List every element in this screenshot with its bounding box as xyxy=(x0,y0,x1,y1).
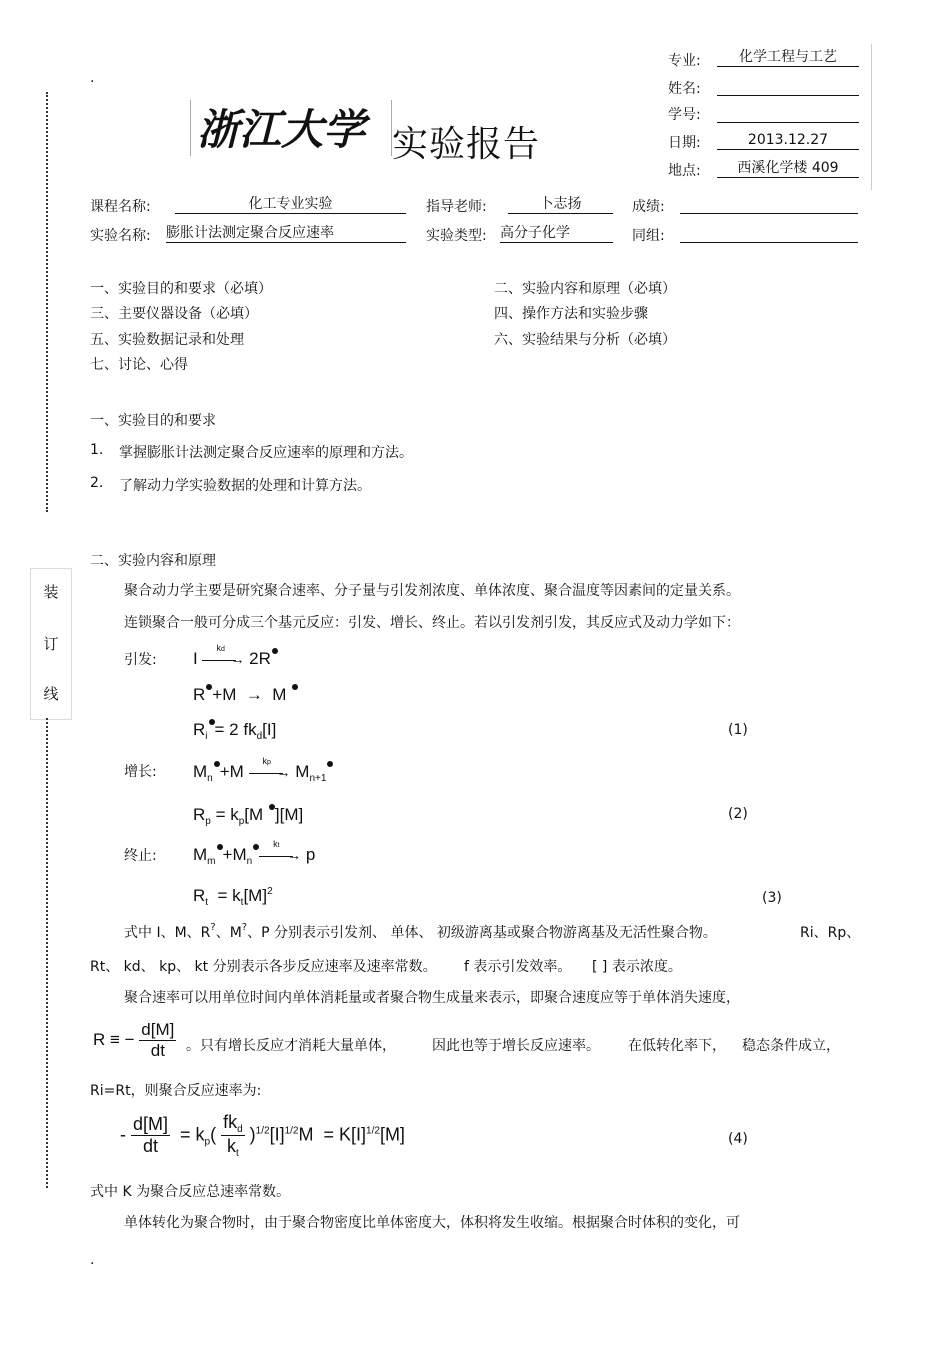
list-item: 掌握膨胀计法测定聚合反应速率的原理和方法。 xyxy=(119,445,413,461)
label-propagation: 增长: xyxy=(124,764,157,780)
equation-rate-definition: R ≡ − $\frac{d[M]}{dt}$ xyxy=(93,1020,175,1060)
toc-item: 四、操作方法和实验步骤 xyxy=(494,306,648,322)
toc-item: 六、实验结果与分析（必填） xyxy=(494,332,676,348)
paragraph: 聚合速率可以用单位时间内单体消耗量或者聚合物生成量来表示，即聚合速度应等于单体消失速度， xyxy=(124,990,740,1006)
list-number: 2. xyxy=(90,475,104,491)
toc-item: 五、实验数据记录和处理 xyxy=(90,332,244,348)
type-label: 实验类型: xyxy=(426,228,487,244)
equation-propagation-rate: $R_p = k_p[M$ ][M] xyxy=(193,805,304,827)
page-mark: . xyxy=(90,1252,95,1268)
reaction-arrow-icon: → kt xyxy=(259,849,301,863)
name-label: 姓名: xyxy=(668,81,701,97)
experiment-label: 实验名称: xyxy=(90,228,151,244)
location-label: 地点: xyxy=(668,163,701,179)
paragraph: 因此也等于增长反应速率。 xyxy=(432,1038,600,1054)
binding-char-3: 线 xyxy=(43,685,59,703)
date-value[interactable]: 2013.12.27 xyxy=(717,131,859,150)
toc-item: 七、讨论、心得 xyxy=(90,357,188,373)
paragraph: 。只有增长反应才消耗大量单体， xyxy=(186,1038,396,1054)
equation-propagation: $M_n +M$ → kp $M_{n+1}$ xyxy=(193,761,333,784)
reaction-arrow-icon: → kd xyxy=(202,653,244,667)
equation-overall-rate: - $\frac{d[M]}{dt}$ = $k_p$( $\frac{fk_d}{k_t}$ )$^{1/2}[I]^{1/2}M = K[I]^{1/2}[M]$ xyxy=(120,1112,405,1159)
teacher-value[interactable]: 卜志扬 xyxy=(508,195,613,214)
equation-number: (1) xyxy=(728,722,748,738)
course-value[interactable]: 化工专业实验 xyxy=(175,195,406,214)
paragraph: 连锁聚合一般可分成三个基元反应：引发、增长、终止。若以引发剂引发，其反应式及动力学如下： xyxy=(124,615,740,631)
header-right-rule xyxy=(871,44,872,190)
equation-initiation-decomp: I → kd 2R xyxy=(193,648,278,669)
binding-dotted-line-top xyxy=(46,92,48,512)
toc-item: 三、主要仪器设备（必填） xyxy=(90,306,258,322)
label-termination: 终止: xyxy=(124,848,157,864)
report-title: 实验报告 xyxy=(392,124,541,165)
course-label: 课程名称: xyxy=(90,199,151,215)
paragraph-where-b: Ri、Rp、 xyxy=(800,925,861,941)
paragraph-where-a: 式中 I、M、R?、M?、P 分别表示引发剂、 单体、 初级游离基或聚合物游离基及无活性聚合物。 xyxy=(124,922,717,941)
section1-heading: 一、实验目的和要求 xyxy=(90,413,216,429)
student-id-value[interactable] xyxy=(717,104,859,123)
teacher-label: 指导老师: xyxy=(426,199,487,215)
paragraph-concentration: [ ] 表示浓度。 xyxy=(592,959,682,975)
experiment-value[interactable]: 膨胀计法测定聚合反应速率 xyxy=(166,224,406,243)
university-logo xyxy=(190,100,392,156)
type-value[interactable]: 高分子化学 xyxy=(500,224,613,243)
equation-number: (3) xyxy=(762,890,782,906)
toc-item: 一、实验目的和要求（必填） xyxy=(90,281,272,297)
group-value[interactable] xyxy=(680,224,858,243)
equation-number: (4) xyxy=(728,1131,748,1147)
section2-heading: 二、实验内容和原理 xyxy=(90,553,216,569)
paragraph-efficiency: f 表示引发效率。 xyxy=(464,959,572,975)
score-label: 成绩: xyxy=(632,199,665,215)
equation-number: (2) xyxy=(728,806,748,822)
list-item: 了解动力学实验数据的处理和计算方法。 xyxy=(119,478,371,494)
binding-label xyxy=(30,568,72,720)
binding-dotted-line-bottom xyxy=(46,718,48,1188)
paragraph: 聚合动力学主要是研究聚合速率、分子量与引发剂浓度、单体浓度、聚合温度等因素间的定量关系。 xyxy=(124,583,740,599)
score-value[interactable] xyxy=(680,195,858,214)
major-value[interactable]: 化学工程与工艺 xyxy=(717,48,859,67)
date-label: 日期: xyxy=(668,135,701,151)
label-initiation: 引发: xyxy=(124,652,157,668)
student-id-label: 学号: xyxy=(668,107,701,123)
major-label: 专业: xyxy=(668,53,701,69)
location-value[interactable]: 西溪化学楼 409 xyxy=(717,159,859,178)
paragraph: 单体转化为聚合物时，由于聚合物密度比单体密度大，体积将发生收缩。根据聚合时体积的变化，可 xyxy=(124,1215,740,1231)
group-label: 同组: xyxy=(632,228,665,244)
paragraph: 在低转化率下， xyxy=(628,1038,726,1054)
logo-text: 浙江大学 xyxy=(197,105,366,154)
binding-char-1: 装 xyxy=(43,583,59,601)
toc-item: 二、实验内容和原理（必填） xyxy=(494,281,676,297)
equation-termination: $M_m +M_n$ → kt p xyxy=(193,838,316,867)
binding-char-2: 订 xyxy=(43,635,59,653)
reaction-arrow-icon: → kp xyxy=(249,766,291,780)
list-number: 1. xyxy=(90,442,104,458)
equation-termination-rate: $R_t = k_t[M]^2$ xyxy=(193,886,273,908)
paragraph: 式中 K 为聚合反应总速率常数。 xyxy=(90,1184,291,1200)
paragraph-constants: Rt、 kd、 kp、 kt 分别表示各步反应速率及速率常数。 xyxy=(90,959,437,975)
page-mark: . xyxy=(90,70,95,86)
calligraphy-logo-icon xyxy=(191,100,391,156)
equation-initiation-addition: R +M → M xyxy=(193,684,298,705)
equation-initiation-rate: $R_i = 2$ $fk_d[I]$ xyxy=(193,720,277,742)
paragraph: Ri=Rt，则聚合反应速率为: xyxy=(90,1083,262,1099)
paragraph: 稳态条件成立， xyxy=(742,1038,840,1054)
name-value[interactable] xyxy=(717,77,859,96)
